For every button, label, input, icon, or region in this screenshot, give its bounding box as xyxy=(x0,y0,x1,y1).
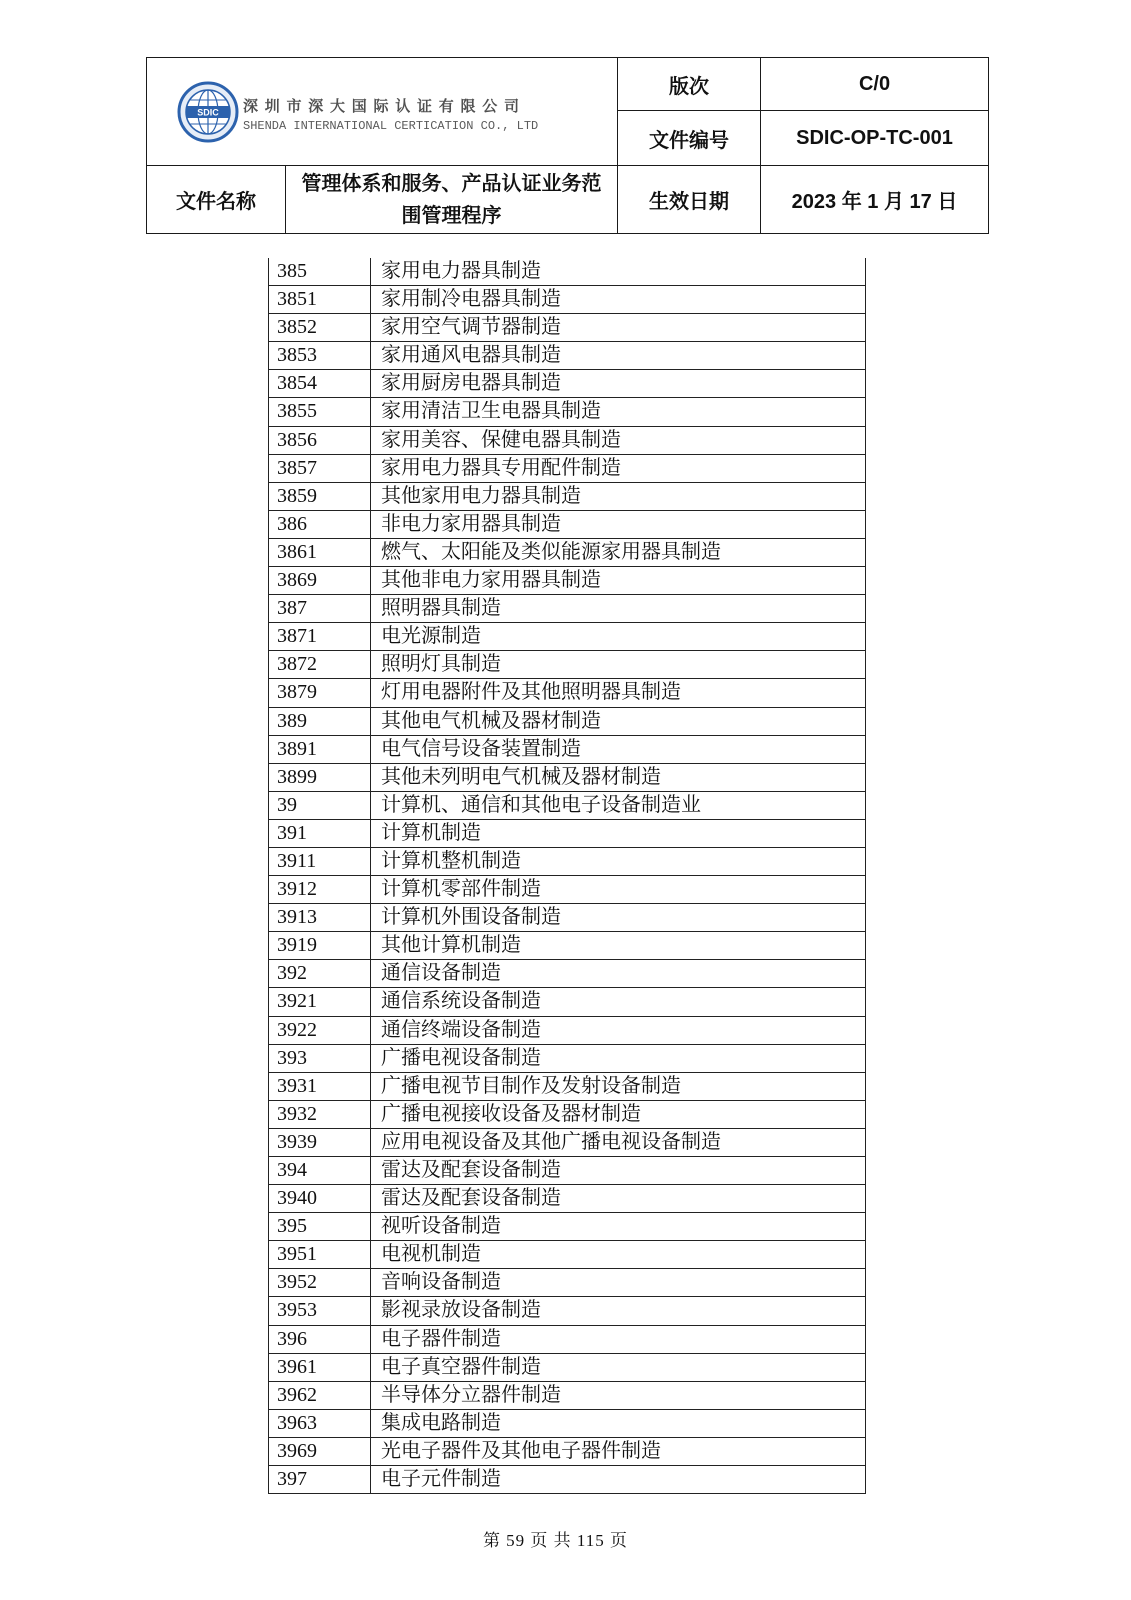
table-row xyxy=(268,904,866,932)
category-name-cell: 灯用电器附件及其他照明器具制造 xyxy=(381,681,681,704)
table-row xyxy=(268,539,866,567)
category-name-cell: 应用电视设备及其他广播电视设备制造 xyxy=(381,1130,721,1153)
category-name-cell: 家用空气调节器制造 xyxy=(381,316,561,339)
table-row xyxy=(268,511,866,539)
table-row xyxy=(268,848,866,876)
category-code-cell: 3855 xyxy=(269,398,371,425)
table-row xyxy=(268,764,866,792)
table-row xyxy=(268,258,866,286)
category-code-cell: 3854 xyxy=(269,370,371,397)
table-row xyxy=(268,1241,866,1269)
table-row xyxy=(268,960,866,988)
category-name-cell: 集成电路制造 xyxy=(381,1411,501,1434)
category-code-cell: 3931 xyxy=(269,1073,371,1100)
category-code-cell: 3939 xyxy=(269,1129,371,1156)
category-code-cell: 3951 xyxy=(269,1241,371,1268)
category-name-cell: 家用美容、保健电器具制造 xyxy=(381,428,621,451)
category-name-cell: 家用厨房电器具制造 xyxy=(381,372,561,395)
company-name-en: SHENDA INTERNATIONAL CERTICATION CO., LTD xyxy=(243,119,539,133)
table-row xyxy=(268,988,866,1016)
effective-date-label: 生效日期 xyxy=(618,166,761,234)
category-code-cell: 3969 xyxy=(269,1438,371,1465)
table-row xyxy=(268,876,866,904)
version-label: 版次 xyxy=(618,58,761,111)
category-name-cell: 视听设备制造 xyxy=(381,1215,501,1238)
category-name-cell: 通信设备制造 xyxy=(381,962,501,985)
category-code-cell: 393 xyxy=(269,1045,371,1072)
category-name-cell: 家用电力器具专用配件制造 xyxy=(381,456,621,479)
category-name-cell: 雷达及配套设备制造 xyxy=(381,1187,561,1210)
category-name-cell: 电视机制造 xyxy=(381,1243,481,1266)
table-row xyxy=(268,1185,866,1213)
category-code-cell: 3913 xyxy=(269,904,371,931)
category-code-cell: 3963 xyxy=(269,1410,371,1437)
category-code-cell: 397 xyxy=(269,1466,371,1493)
category-code-cell: 3853 xyxy=(269,342,371,369)
category-name-cell: 计算机制造 xyxy=(381,821,481,844)
page-number-footer: 第 59 页 共 115 页 xyxy=(482,1531,629,1550)
category-name-cell: 广播电视设备制造 xyxy=(381,1046,541,1069)
category-code-cell: 389 xyxy=(269,708,371,735)
category-name-cell: 广播电视节目制作及发射设备制造 xyxy=(381,1074,681,1097)
table-row xyxy=(268,567,866,595)
category-name-cell: 照明器具制造 xyxy=(381,597,501,620)
category-name-cell: 通信系统设备制造 xyxy=(381,990,541,1013)
table-row xyxy=(268,1213,866,1241)
category-code-cell: 3940 xyxy=(269,1185,371,1212)
category-code-cell: 3891 xyxy=(269,736,371,763)
table-row xyxy=(268,398,866,426)
category-name-cell: 计算机零部件制造 xyxy=(381,878,541,901)
table-row xyxy=(268,1438,866,1466)
category-code-cell: 392 xyxy=(269,960,371,987)
company-logo xyxy=(147,58,617,165)
category-code-cell: 3922 xyxy=(269,1017,371,1044)
category-name-cell: 通信终端设备制造 xyxy=(381,1018,541,1041)
category-code-cell: 3861 xyxy=(269,539,371,566)
logo-cell xyxy=(147,58,618,166)
doc-name-value: 管理体系和服务、产品认证业务范围管理程序 xyxy=(286,166,618,234)
table-row xyxy=(268,483,866,511)
category-name-cell: 计算机整机制造 xyxy=(381,849,521,872)
category-code-cell: 3899 xyxy=(269,764,371,791)
category-name-cell: 电气信号设备装置制造 xyxy=(381,737,581,760)
category-name-cell: 其他非电力家用器具制造 xyxy=(381,569,601,592)
category-code-cell: 3962 xyxy=(269,1382,371,1409)
table-row xyxy=(268,651,866,679)
table-row xyxy=(268,1297,866,1325)
category-name-cell: 电子器件制造 xyxy=(381,1327,501,1350)
table-row xyxy=(268,708,866,736)
effective-date-value: 2023 年 1 月 17 日 xyxy=(761,166,989,234)
category-name-cell: 其他电气机械及器材制造 xyxy=(381,709,601,732)
category-code-cell: 3919 xyxy=(269,932,371,959)
category-code-cell: 395 xyxy=(269,1213,371,1240)
category-name-cell: 其他家用电力器具制造 xyxy=(381,484,581,507)
category-code-cell: 3859 xyxy=(269,483,371,510)
table-row xyxy=(268,342,866,370)
category-name-cell: 电子真空器件制造 xyxy=(381,1355,541,1378)
category-name-cell: 计算机外围设备制造 xyxy=(381,906,561,929)
category-name-cell: 家用通风电器具制造 xyxy=(381,344,561,367)
table-row xyxy=(268,370,866,398)
category-code-cell: 396 xyxy=(269,1326,371,1353)
category-name-cell: 电光源制造 xyxy=(381,625,481,648)
table-row xyxy=(268,820,866,848)
doc-name-label: 文件名称 xyxy=(147,166,286,234)
table-row xyxy=(268,623,866,651)
company-name-cn: 深 圳 市 深 大 国 际 认 证 有 限 公 司 xyxy=(243,99,521,115)
category-code-cell: 3851 xyxy=(269,286,371,313)
doc-number-label: 文件编号 xyxy=(618,111,761,166)
category-code-cell: 39 xyxy=(269,792,371,819)
category-code-cell: 3953 xyxy=(269,1297,371,1324)
category-code-cell: 3921 xyxy=(269,988,371,1015)
category-code-cell: 3911 xyxy=(269,848,371,875)
table-row xyxy=(268,427,866,455)
category-code-cell: 3879 xyxy=(269,679,371,706)
category-code-cell: 385 xyxy=(269,258,371,285)
category-code-cell: 3856 xyxy=(269,427,371,454)
category-code-table xyxy=(268,258,866,1494)
category-code-cell: 3869 xyxy=(269,567,371,594)
category-name-cell: 其他计算机制造 xyxy=(381,934,521,957)
table-row xyxy=(268,1045,866,1073)
category-code-cell: 387 xyxy=(269,595,371,622)
category-code-cell: 3871 xyxy=(269,623,371,650)
table-row xyxy=(268,1101,866,1129)
category-code-cell: 3932 xyxy=(269,1101,371,1128)
table-row xyxy=(268,286,866,314)
table-row xyxy=(268,1129,866,1157)
table-row xyxy=(268,1326,866,1354)
table-row xyxy=(268,1269,866,1297)
category-name-cell: 家用清洁卫生电器具制造 xyxy=(381,400,601,423)
category-name-cell: 非电力家用器具制造 xyxy=(381,512,561,535)
table-row xyxy=(268,792,866,820)
category-name-cell: 燃气、太阳能及类似能源家用器具制造 xyxy=(381,540,721,563)
category-code-cell: 391 xyxy=(269,820,371,847)
table-row xyxy=(268,1466,866,1494)
table-row xyxy=(268,1382,866,1410)
category-name-cell: 光电子器件及其他电子器件制造 xyxy=(381,1439,661,1462)
category-name-cell: 计算机、通信和其他电子设备制造业 xyxy=(381,793,701,816)
emblem-text: SDIC xyxy=(197,107,219,118)
category-code-cell: 3912 xyxy=(269,876,371,903)
category-name-cell: 雷达及配套设备制造 xyxy=(381,1159,561,1181)
document-header-table xyxy=(146,57,989,234)
version-value: C/0 xyxy=(761,58,989,111)
doc-number-value: SDIC-OP-TC-001 xyxy=(761,111,989,166)
table-row xyxy=(268,314,866,342)
table-row xyxy=(268,679,866,707)
category-name-cell: 广播电视接收设备及器材制造 xyxy=(381,1102,641,1125)
category-code-cell: 3857 xyxy=(269,455,371,482)
category-code-cell: 3872 xyxy=(269,651,371,678)
table-row xyxy=(268,1410,866,1438)
category-name-cell: 电子元件制造 xyxy=(381,1468,501,1491)
category-name-cell: 其他未列明电气机械及器材制造 xyxy=(381,765,661,788)
table-row xyxy=(268,455,866,483)
category-code-cell: 394 xyxy=(269,1157,371,1184)
table-row xyxy=(268,1017,866,1045)
globe-emblem-icon xyxy=(177,81,239,143)
table-row xyxy=(268,1157,866,1185)
category-code-cell: 3952 xyxy=(269,1269,371,1296)
table-row xyxy=(268,1354,866,1382)
category-name-cell: 家用电力器具制造 xyxy=(381,260,541,282)
table-row xyxy=(268,932,866,960)
category-code-cell: 3852 xyxy=(269,314,371,341)
category-name-cell: 影视录放设备制造 xyxy=(381,1299,541,1322)
category-name-cell: 家用制冷电器具制造 xyxy=(381,288,561,311)
table-row xyxy=(268,1073,866,1101)
table-row xyxy=(268,736,866,764)
table-row xyxy=(268,595,866,623)
category-name-cell: 音响设备制造 xyxy=(381,1271,501,1294)
category-name-cell: 照明灯具制造 xyxy=(381,653,501,676)
category-code-cell: 3961 xyxy=(269,1354,371,1381)
category-name-cell: 半导体分立器件制造 xyxy=(381,1383,561,1406)
category-code-cell: 386 xyxy=(269,511,371,538)
